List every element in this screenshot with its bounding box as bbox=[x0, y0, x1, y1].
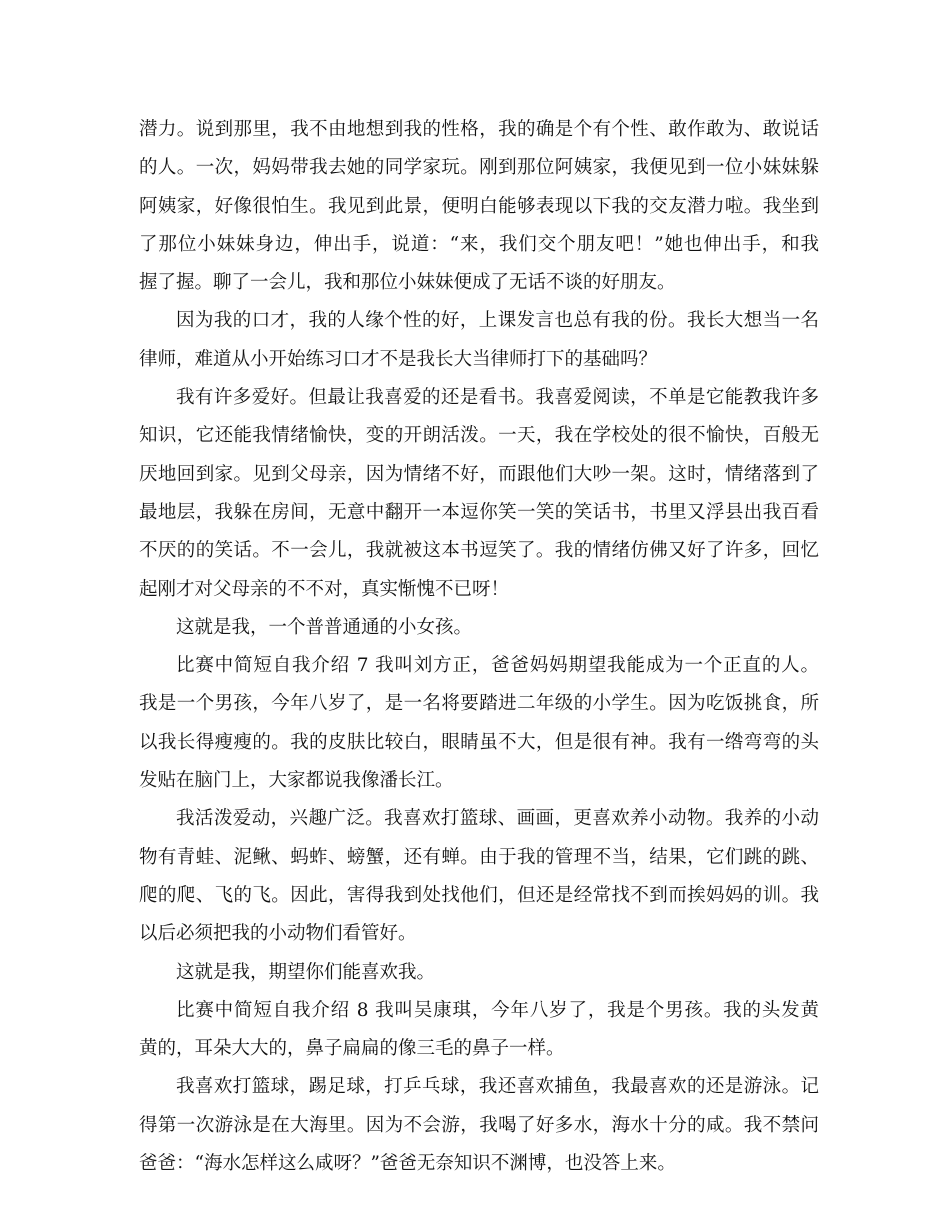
text-line: 律师，难道从小开始练习口才不是我长大当律师打下的基础吗？ bbox=[139, 348, 658, 370]
text-line: 握了握。聊了一会儿，我和那位小妹妹便成了无话不谈的好朋友。 bbox=[139, 272, 676, 294]
body-text bbox=[139, 111, 819, 1183]
text-line: 最地层，我躲在房间，无意中翻开一本逗你笑一笑的笑话书，书里又浮县出我百看 bbox=[139, 501, 819, 523]
text-line: 我活泼爱动，兴趣广泛。我喜欢打篮球、画画，更喜欢养小动物。我养的小动 bbox=[176, 808, 819, 830]
text-line: 不厌的的笑话。不一会儿，我就被这本书逗笑了。我的情绪仿佛又好了许多，回忆 bbox=[139, 540, 819, 562]
text-line: 知识，它还能我情绪愉快，变的开朗活泼。一天，我在学校处的很不愉快，百般无 bbox=[139, 425, 819, 447]
text-line: 我喜欢打篮球，踢足球，打乒乓球，我还喜欢捕鱼，我最喜欢的还是游泳。记 bbox=[176, 1076, 819, 1098]
text-line: 以我长得瘦瘦的。我的皮肤比较白，眼睛虽不大，但是很有神。我有一绺弯弯的头 bbox=[139, 731, 819, 753]
text-line: 以后必须把我的小动物们看管好。 bbox=[139, 923, 417, 945]
text-line: 这就是我，一个普普通通的小女孩。 bbox=[176, 616, 473, 638]
text-line: 阿姨家，好像很怕生。我见到此景，便明白能够表现以下我的交友潜力啦。我坐到 bbox=[139, 195, 819, 217]
text-line: 比赛中简短自我介绍 7 我叫刘方正，爸爸妈妈期望我能成为一个正直的人。 bbox=[176, 655, 819, 677]
text-line: 发贴在脑门上，大家都说我像潘长江。 bbox=[139, 770, 454, 792]
text-line: 黄的，耳朵大大的，鼻子扁扁的像三毛的鼻子一样。 bbox=[139, 1038, 565, 1060]
text-line: 潜力。说到那里，我不由地想到我的性格，我的确是个有个性、敢作敢为、敢说话 bbox=[139, 119, 819, 140]
text-line: 因为我的口才，我的人缘个性的好，上课发言也总有我的份。我长大想当一名 bbox=[176, 310, 819, 332]
text-line: 的人。一次，妈妈带我去她的同学家玩。刚到那位阿姨家，我便见到一位小妹妹躲 bbox=[139, 157, 819, 179]
text-line: 我有许多爱好。但最让我喜爱的还是看书。我喜爱阅读，不单是它能教我许多 bbox=[176, 387, 819, 409]
text-line: 这就是我，期望你们能喜欢我。 bbox=[176, 961, 436, 983]
text-line: 厌地回到家。见到父母亲，因为情绪不好，而跟他们大吵一架。这时，情绪落到了 bbox=[139, 463, 819, 485]
text-line: 了那位小妹妹身边，伸出手，说道：“来，我们交个朋友吧！”她也伸出手，和我 bbox=[139, 233, 819, 255]
text-line: 爬的爬、飞的飞。因此，害得我到处找他们，但还是经常找不到而挨妈妈的训。我 bbox=[139, 884, 819, 906]
text-line: 起刚才对父母亲的不不对，真实惭愧不已呀！ bbox=[139, 578, 510, 600]
text-line: 得第一次游泳是在大海里。因为不会游，我喝了好多水，海水十分的咸。我不禁问 bbox=[139, 1114, 819, 1136]
text-line: 爸爸：“海水怎样这么咸呀？”爸爸无奈知识不渊博，也没答上来。 bbox=[139, 1153, 676, 1175]
text-line: 比赛中简短自我介绍 8 我叫吴康琪，今年八岁了，我是个男孩。我的头发黄 bbox=[176, 999, 819, 1021]
text-line: 物有青蛙、泥鳅、蚂蚱、螃蟹，还有蝉。由于我的管理不当，结果，它们跳的跳、 bbox=[139, 846, 819, 868]
text-line: 我是一个男孩，今年八岁了，是一名将要踏进二年级的小学生。因为吃饭挑食，所 bbox=[139, 693, 819, 715]
